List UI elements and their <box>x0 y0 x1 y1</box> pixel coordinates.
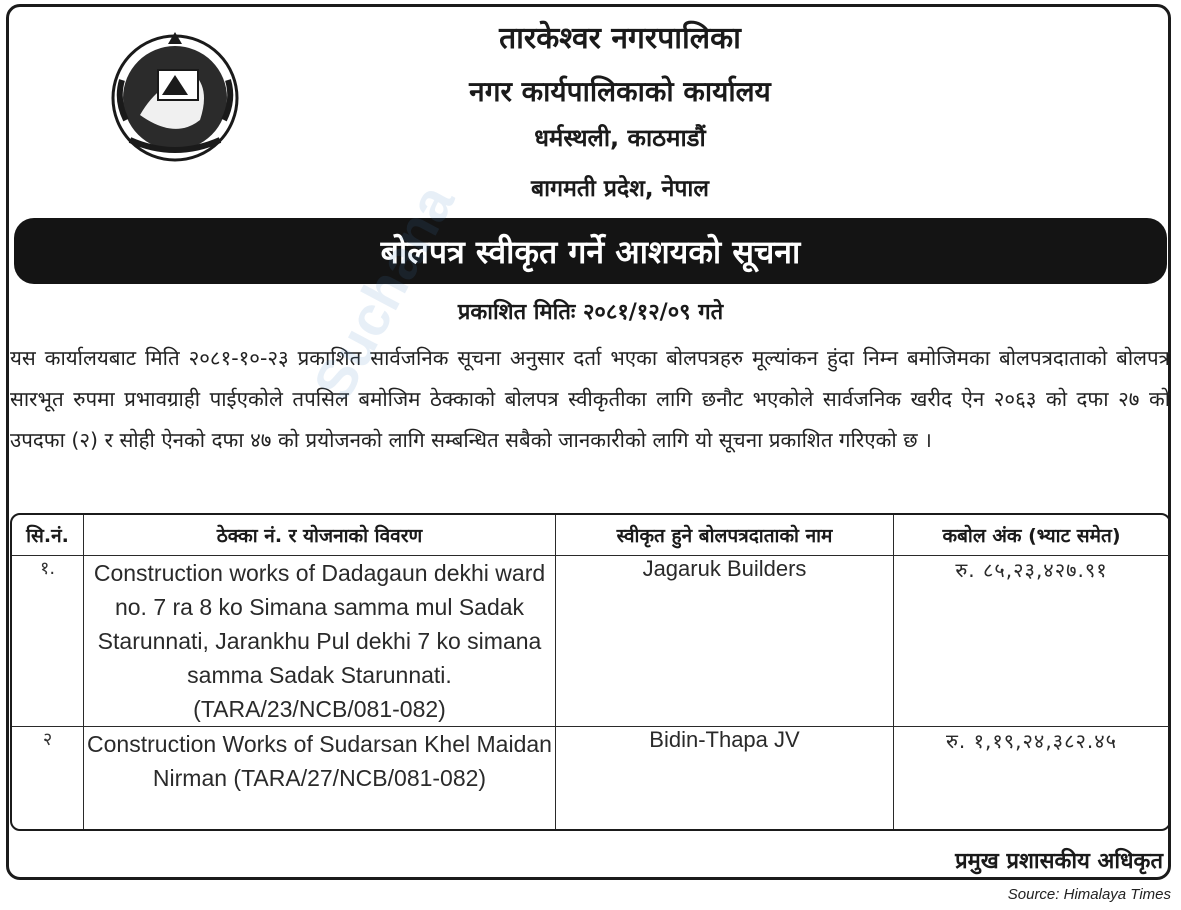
col-header-sn: सि.नं. <box>12 515 84 556</box>
row-sn: २ <box>12 727 84 829</box>
table-row <box>12 727 1169 829</box>
row-bidder: Bidin-Thapa JV <box>556 727 894 829</box>
row-description: Construction works of Dadagaun dekhi ward no. 7 ra 8 ko Simana samma mul Sadak Starunnati, Jarankhu Pul dekhi 7 ko simana samma Sadak Starunnati. (TARA/23/NCB/081-082) <box>84 556 556 727</box>
published-date: प्रकाशित मितिः २०८१/१२/०९ गते <box>457 300 724 325</box>
row-sn: १. <box>12 556 84 727</box>
col-header-description: ठेक्का नं. र योजनाको विवरण <box>84 515 556 556</box>
province-name: बागमती प्रदेश, नेपाल <box>531 176 709 202</box>
source-credit: Source: Himalaya Times <box>1007 886 1171 903</box>
col-header-amount: कबोल अंक (भ्याट समेत) <box>894 515 1169 556</box>
signatory-title: प्रमुख प्रशासकीय अधिकृत <box>955 849 1163 874</box>
municipality-name: तारकेश्वर नगरपालिका <box>499 21 741 56</box>
row-description: Construction Works of Sudarsan Khel Maidan Nirman (TARA/27/NCB/081-082) <box>84 727 556 829</box>
notice-title-banner <box>14 218 1167 284</box>
nepal-emblem-icon <box>100 20 250 170</box>
table-header-row <box>12 515 1169 556</box>
row-amount: रु. १,१९,२४,३८२.४५ <box>945 729 1118 753</box>
notice-body: यस कार्यालयबाट मिति २०८१-१०-२३ प्रकाशित सार्वजनिक सूचना अनुसार दर्ता भएका बोलपत्रहरु मूल्यांकन हुंदा निम्न बमोजिमका बोलपत्रदाताको बोलपत्र सारभूत रुपमा प्रभावग्राही पाईएकोले तपसिल बमोजिम ठेक्काको बोलपत्र स्वीकृतीका लागि छनौट भएकोले सार्वजनिक खरीद ऐन २०६३ को दफा २७ को उपदफा (२) र सोही ऐनको दफा ४७ को प्रयोजनको लागि सम्बन्धित सबैको जानकारीको लागि यो सूचना प्रकाशित गरिएको छ । <box>10 346 1170 452</box>
col-header-bidder: स्वीकृत हुने बोलपत्रदाताको नाम <box>556 515 894 556</box>
bid-table <box>10 513 1171 831</box>
table-row <box>12 556 1169 727</box>
office-name: नगर कार्यपालिकाको कार्यालय <box>469 75 771 108</box>
office-location: धर्मस्थली, काठमाडौं <box>534 124 706 152</box>
row-bidder: Jagaruk Builders <box>556 556 894 727</box>
row-amount: रु. ८५,२३,४२७.९१ <box>894 556 1169 727</box>
notice-title: बोलपत्र स्वीकृत गर्ने आशयको सूचना <box>380 232 801 271</box>
